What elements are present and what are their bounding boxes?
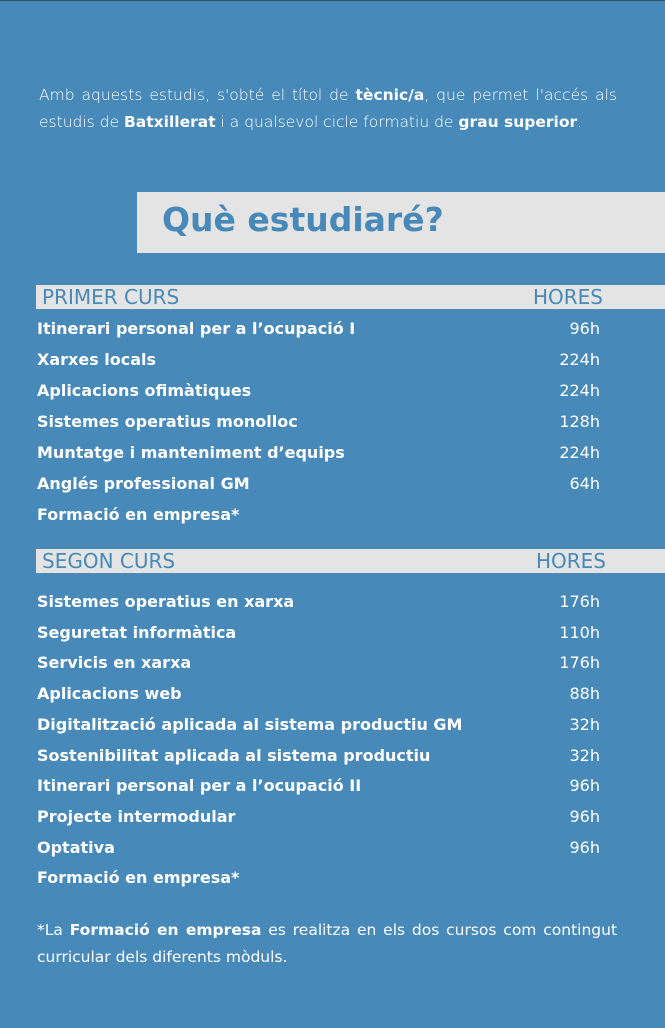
module-name: Sistemes operatius en xarxa: [37, 592, 295, 611]
intro-bold-grau: grau superior: [458, 113, 578, 131]
module-name: Optativa: [37, 837, 115, 857]
module-hours: 224h: [559, 381, 600, 400]
module-name: Anglés professional GM: [37, 474, 250, 493]
module-hours: 224h: [559, 350, 600, 369]
intro-bold-title: tècnic/a: [355, 86, 425, 104]
module-name: Muntatge i manteniment d’equips: [37, 443, 345, 462]
module-hours: 96h: [569, 776, 600, 796]
second-course-label: SEGON CURS: [42, 549, 176, 573]
module-name: Aplicacions ofimàtiques: [37, 381, 252, 400]
footnote-bold: Formació en empresa: [69, 921, 262, 939]
module-hours: 110h: [559, 622, 600, 642]
module-hours: 224h: [559, 443, 600, 462]
page-title: Què estudiaré?: [162, 200, 444, 239]
module-row: [37, 838, 600, 860]
module-name: Sostenibilitat aplicada al sistema productiu: [37, 745, 431, 765]
intro-text: , que permet l'accés als estudis de: [39, 86, 618, 131]
module-row: [37, 319, 600, 341]
first-course-header: [36, 285, 665, 309]
intro-text: i a qualsevol cicle formatiu de: [215, 113, 459, 131]
module-row: [37, 653, 600, 675]
module-name: Formació en empresa*: [37, 505, 240, 524]
module-name: Itinerari personal per a l’ocupació I: [37, 319, 356, 338]
module-hours: 128h: [559, 412, 600, 431]
module-row: [37, 350, 600, 372]
module-row: [37, 474, 600, 496]
module-row: [37, 868, 600, 890]
module-row: [37, 715, 600, 737]
top-border: [0, 0, 665, 1]
module-name: Projecte intermodular: [37, 806, 236, 826]
footnote-text: *La: [37, 921, 70, 939]
module-row: [37, 776, 600, 798]
module-name: Digitalització aplicada al sistema productiu GM: [37, 714, 463, 734]
intro-bold-batxillerat: Batxillerat: [123, 113, 216, 131]
module-name: Seguretat informàtica: [37, 622, 237, 642]
second-course-header: [36, 549, 665, 573]
first-hours-label: HORES: [532, 285, 603, 309]
module-name: Xarxes locals: [37, 350, 157, 369]
module-name: Servicis en xarxa: [37, 653, 192, 673]
second-hours-label: HORES: [535, 549, 606, 573]
intro-paragraph: [39, 82, 617, 136]
module-hours: 96h: [569, 806, 600, 826]
module-name: Aplicacions web: [37, 684, 182, 704]
module-hours: 64h: [569, 474, 600, 493]
module-hours: 88h: [569, 684, 600, 704]
module-hours: 96h: [569, 837, 600, 857]
intro-text: .: [577, 113, 583, 131]
footnote: [37, 917, 617, 971]
section-title-box: [137, 192, 665, 253]
module-row: [37, 746, 600, 768]
module-name: Itinerari personal per a l’ocupació II: [37, 776, 362, 796]
module-hours: 176h: [559, 653, 600, 673]
module-row: [37, 381, 600, 403]
module-row: [37, 443, 600, 465]
module-row: [37, 412, 600, 434]
footnote-text: es realitza en els dos cursos com contingut curricular dels diferents mòduls.: [37, 921, 618, 966]
first-course-label: PRIMER CURS: [42, 285, 180, 309]
module-hours: 176h: [559, 592, 600, 611]
intro-text: Amb aquests estudis, s'obté el títol de: [39, 86, 356, 104]
module-row: [37, 505, 600, 527]
module-name: Formació en empresa*: [37, 868, 240, 888]
module-name: Sistemes operatius monolloc: [37, 412, 298, 431]
module-hours: 32h: [569, 714, 600, 734]
module-row: [37, 592, 600, 614]
module-hours: 32h: [569, 745, 600, 765]
module-row: [37, 807, 600, 829]
module-row: [37, 623, 600, 645]
module-hours: 96h: [569, 319, 600, 338]
module-row: [37, 684, 600, 706]
